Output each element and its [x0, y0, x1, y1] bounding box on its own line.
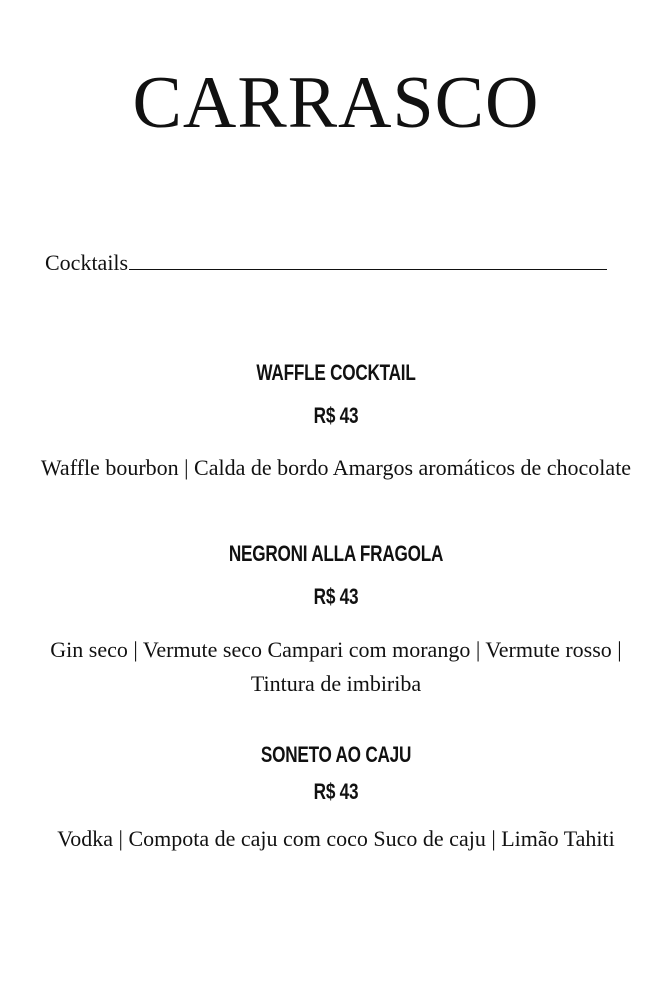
restaurant-title: CARRASCO	[132, 62, 540, 144]
menu-item-name: SONETO AO CAJU	[260, 742, 412, 767]
section-label: Cocktails	[45, 250, 129, 275]
menu-item-price: R$ 43	[313, 779, 359, 804]
menu-item-price: R$ 43	[313, 403, 359, 428]
menu-item-description: Gin seco | Vermute seco Campari com morango | Vermute rosso | Tintura de imbiriba	[50, 637, 622, 696]
menu-item-name: WAFFLE COCKTAIL	[256, 360, 416, 385]
section-heading	[45, 248, 607, 278]
menu-item-name: NEGRONI ALLA FRAGOLA	[228, 541, 444, 566]
menu-item-price: R$ 43	[313, 584, 359, 609]
section-underline	[129, 269, 607, 270]
menu-item-description: Waffle bourbon | Calda de bordo Amargos aromáticos de chocolate	[40, 455, 632, 480]
menu-item-description: Vodka | Compota de caju com coco Suco de caju | Limão Tahiti	[57, 826, 615, 851]
